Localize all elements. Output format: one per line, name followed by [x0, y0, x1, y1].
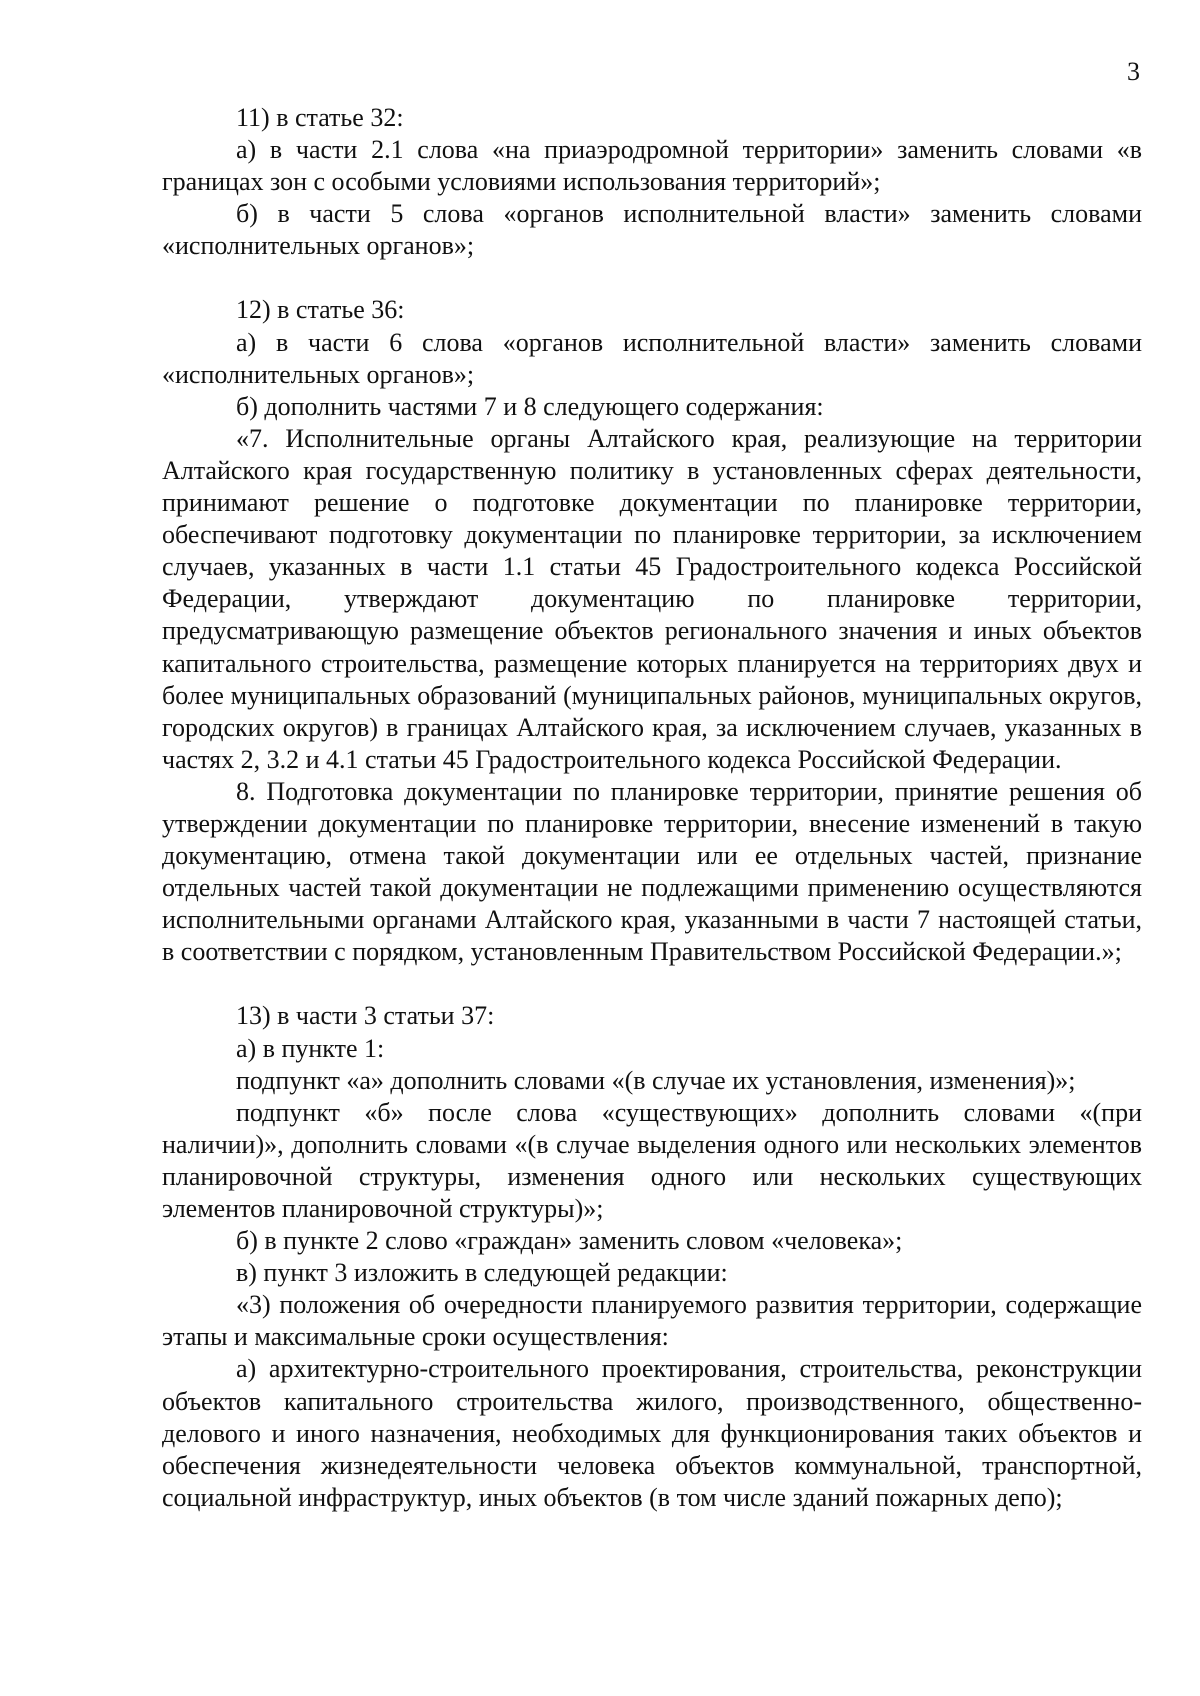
item-12-heading: 12) в статье 36: — [236, 295, 405, 325]
item-13-c: в) пункт 3 изложить в следующей редакции: — [236, 1258, 728, 1288]
item-11-a: а) в части 2.1 слова «на приаэродромной территории» заменить словами «в границах зон с особыми условиями использования территорий»; — [162, 135, 1142, 197]
part-7-text: «7. Исполнительные органы Алтайского края, реализующие на территории Алтайского края государственную политику в установленных сферах деятельности, принимают решение о подготовке документации по планировке территории, обеспечивают подготовку документации по планировке территории, за исключением случаев, указанных в части 1.1 статьи 45 Градостроительного кодекса Российской Федерации, утверждают документацию по планировке территории, предусматривающую размещение объектов регионального значения и иных объектов капитального строительства, размещение которых планируется на территориях двух и более муниципальных образований (муниципальных районов, муниципальных округов, городских округов) в границах Алтайского края, за исключением случаев, указанных в частях 2, 3.2 и 4.1 статьи 45 Градостроительного кодекса Российской Федерации. — [162, 423, 1142, 774]
item-12-b: б) дополнить частями 7 и 8 следующего содержания: — [236, 391, 824, 421]
item-12-a: а) в части 6 слова «органов исполнительной власти» заменить словами «исполнительных органов»; — [162, 327, 1142, 389]
point-3-text: «3) положения об очередности планируемого развития территории, содержащие этапы и максимальные сроки осуществления: — [162, 1290, 1142, 1352]
subitem-b-text: подпункт «б» после слова «существующих» дополнить словами «(при наличии)», дополнить словами «(в случае выделения одного или нескольких элементов планировочной структуры, изменения одного или нескольких существующих элементов планировочной структуры)»; — [162, 1097, 1142, 1223]
part-8-text: 8. Подготовка документации по планировке территории, принятие решения об утверждении документации по планировке территории, внесение изменений в такую документацию, отмена такой документации или ее отдельных частей, признание отдельных частей такой документации не подлежащими применению осуществляются исполнительными органами Алтайского края, указанными в части 7 настоящей статьи, в соответствии с порядком, установленным Правительством Российской Федерации.»; — [162, 776, 1142, 967]
section-gap — [162, 968, 1142, 1000]
page-number: 3 — [1127, 57, 1140, 86]
item-11-heading: 11) в статье 32: — [236, 103, 404, 132]
item-13-a: а) в пункте 1: — [236, 1033, 385, 1063]
item-13-heading: 13) в части 3 статьи 37: — [236, 1001, 495, 1031]
item-13-b: б) в пункте 2 слово «граждан» заменить словом «человека»; — [236, 1226, 903, 1256]
section-gap — [162, 262, 1142, 294]
document-body — [162, 102, 1142, 1514]
subitem-a-text: подпункт «а» дополнить словами «(в случае их установления, изменения)»; — [236, 1065, 1076, 1095]
item-11-b: б) в части 5 слова «органов исполнительной власти» заменить словами «исполнительных органов»; — [162, 199, 1142, 261]
point-3-a-text: а) архитектурно-строительного проектирования, строительства, реконструкции объектов капитального строительства жилого, производственного, общественно-делового и иного назначения, необходимых для функционирования таких объектов и обеспечения жизнедеятельности человека объектов коммунальной, транспортной, социальной инфраструктур, иных объектов (в том числе зданий пожарных депо); — [162, 1354, 1142, 1512]
